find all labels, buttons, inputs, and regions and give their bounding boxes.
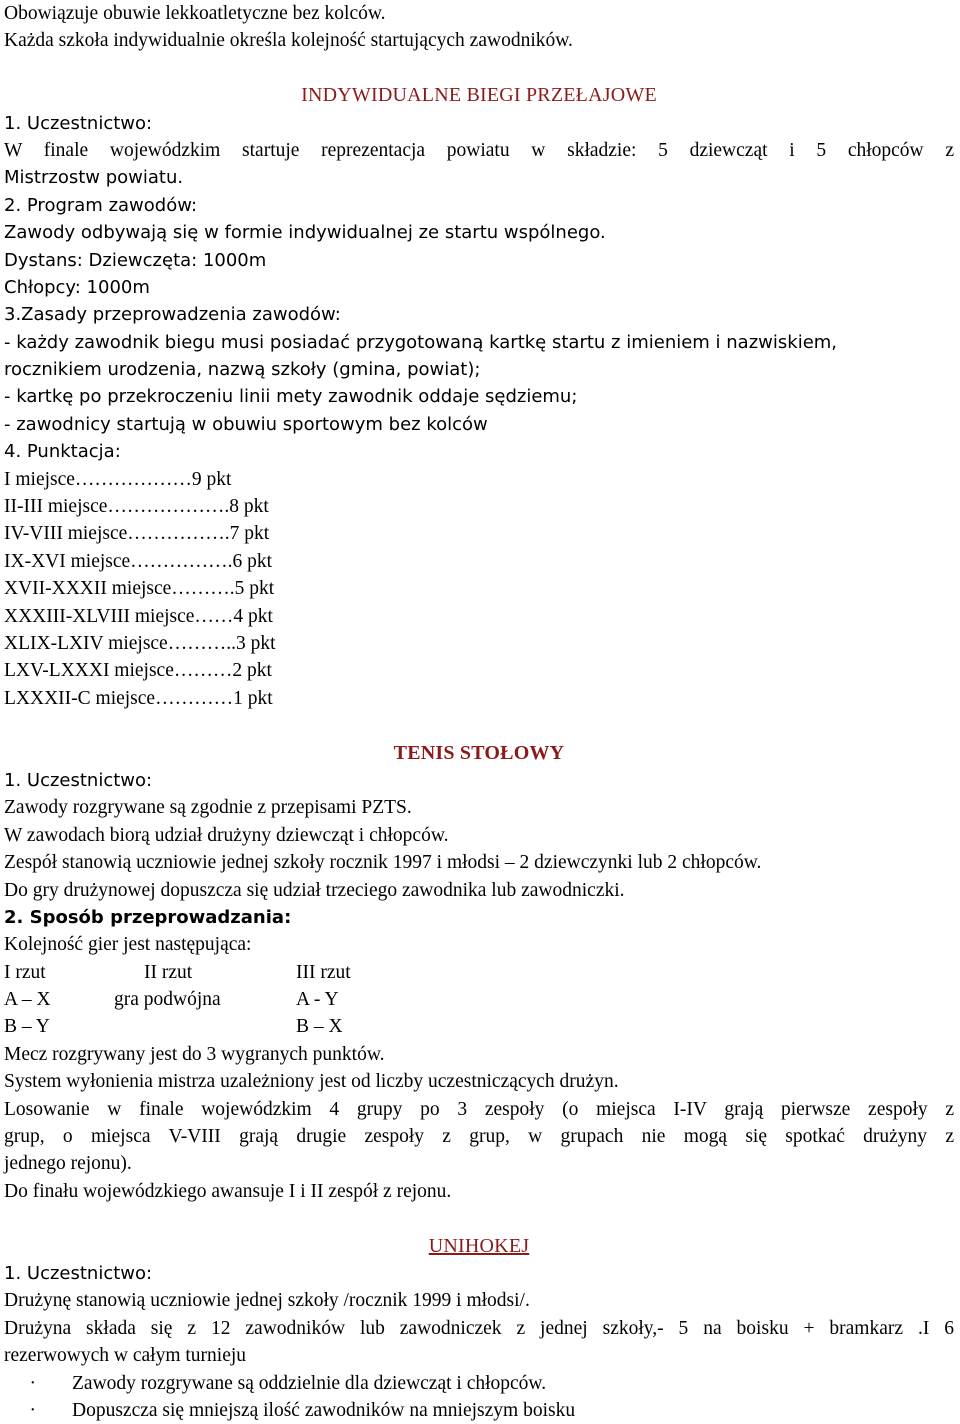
match-order-cell: B – Y bbox=[4, 1016, 50, 1038]
section-heading: 3.Zasady przeprowadzenia zawodów: bbox=[4, 304, 341, 326]
section-heading: 2. Program zawodów: bbox=[4, 194, 198, 216]
section-title-unihokej: UNIHOKEJ bbox=[428, 1234, 530, 1257]
points-item: LXXXII-C miejsce…………1 pkt bbox=[4, 687, 273, 709]
paragraph: Mecz rozgrywany jest do 3 wygranych punktów. bbox=[4, 1043, 385, 1065]
paragraph: System wyłonienia mistrza uzależniony jest od liczby uczestniczących drużyn. bbox=[4, 1071, 619, 1093]
bullet-item bbox=[4, 1370, 954, 1397]
points-item: IX-XVI miejsce…………….6 pkt bbox=[4, 550, 273, 572]
distance-line: Chłopcy: 1000m bbox=[4, 276, 150, 298]
points-item: XXXIII-XLVIII miejsce……4 pkt bbox=[4, 605, 273, 627]
section-heading: 1. Uczestnictwo: bbox=[4, 112, 153, 134]
match-order-row bbox=[4, 959, 954, 986]
section-title-tenis: TENIS STOŁOWY bbox=[393, 741, 565, 764]
match-order-cell: I rzut bbox=[4, 961, 46, 983]
match-order-row bbox=[4, 986, 954, 1013]
match-order-table bbox=[4, 959, 954, 1041]
distance-line: Dystans: Dziewczęta: 1000m bbox=[4, 249, 267, 271]
match-order-cell: II rzut bbox=[144, 961, 193, 983]
match-order-cell: gra podwójna bbox=[114, 989, 221, 1011]
points-item: LXV-LXXXI miejsce………2 pkt bbox=[4, 660, 272, 682]
bullet-item bbox=[4, 1397, 954, 1424]
paragraph: Losowanie w finale wojewódzkim 4 grupy po 3 zespoły (o miejsca I-IV grają pierwsze zespoły z bbox=[4, 1098, 954, 1120]
paragraph: rezerwowych w całym turnieju bbox=[4, 1345, 247, 1367]
section-heading: 1. Uczestnictwo: bbox=[4, 1262, 153, 1284]
rule-line: - każdy zawodnik biegu musi posiadać przygotowaną kartkę startu z imieniem i nazwiskiem, bbox=[4, 331, 838, 353]
paragraph: Do finału wojewódzkiego awansuje I i II zespół z rejonu. bbox=[4, 1180, 452, 1202]
intro-line: Każda szkoła indywidualnie określa kolejność startujących zawodników. bbox=[4, 30, 573, 52]
bullet-text: Dopuszcza się mniejszą ilość zawodników na mniejszym boisku bbox=[72, 1399, 576, 1421]
section-title-biegi: INDYWIDUALNE BIEGI PRZEŁAJOWE bbox=[301, 84, 657, 107]
rule-line: - kartkę po przekroczeniu linii mety zawodnik oddaje sędziemu; bbox=[4, 386, 578, 408]
match-order-cell: A - Y bbox=[296, 989, 339, 1011]
paragraph: Zespół stanowią uczniowie jednej szkoły rocznik 1997 i młodsi – 2 dziewczynki lub 2 chłopców. bbox=[4, 852, 762, 874]
paragraph: Drużyna składa się z 12 zawodników lub zawodniczek z jednej szkoły,- 5 na boisku + bramkarz .I 6 bbox=[4, 1317, 954, 1339]
match-order-row bbox=[4, 1013, 954, 1040]
rule-line: - zawodnicy startują w obuwiu sportowym bez kolców bbox=[4, 413, 488, 435]
paragraph: Drużynę stanowią uczniowie jednej szkoły /rocznik 1999 i młodsi/. bbox=[4, 1290, 530, 1312]
section-heading: 4. Punktacja: bbox=[4, 441, 121, 463]
bullet-text: Zawody rozgrywane są oddzielnie dla dziewcząt i chłopców. bbox=[72, 1372, 547, 1394]
paragraph: W finale wojewódzkim startuje reprezentacja powiatu w składzie: 5 dziewcząt i 5 chłopców z bbox=[4, 139, 954, 161]
points-list bbox=[4, 466, 954, 713]
match-order-cell: A – X bbox=[4, 989, 51, 1011]
bullet-icon: · bbox=[29, 1372, 36, 1394]
points-item: IV-VIII miejsce…………….7 pkt bbox=[4, 523, 270, 545]
spacer bbox=[4, 55, 954, 82]
paragraph: Zawody rozgrywane są zgodnie z przepisami PZTS. bbox=[4, 797, 412, 819]
bullet-icon: · bbox=[29, 1399, 36, 1421]
section-heading: 1. Uczestnictwo: bbox=[4, 769, 153, 791]
paragraph: Kolejność gier jest następująca: bbox=[4, 934, 252, 956]
section-heading: 2. Sposób przeprowadzania: bbox=[4, 906, 292, 928]
match-order-cell: B – X bbox=[296, 1016, 343, 1038]
points-item: XLIX-LXIV miejsce………..3 pkt bbox=[4, 632, 276, 654]
paragraph: Mistrzostw powiatu. bbox=[4, 167, 184, 189]
spacer bbox=[4, 712, 954, 739]
spacer bbox=[4, 1205, 954, 1232]
paragraph: Do gry drużynowej dopuszcza się udział trzeciego zawodnika lub zawodniczki. bbox=[4, 879, 625, 901]
paragraph: Zawody odbywają się w formie indywidualnej ze startu wspólnego. bbox=[4, 222, 606, 244]
paragraph: W zawodach biorą udział drużyny dziewcząt i chłopców. bbox=[4, 824, 449, 846]
points-item: I miejsce………………9 pkt bbox=[4, 468, 232, 490]
points-item: II-III miejsce……………….8 pkt bbox=[4, 496, 269, 518]
paragraph: grup, o miejsca V-VIII grają drugie zespoły z grup, w grupach nie mogą się spotkać drużyny z bbox=[4, 1126, 954, 1148]
rule-line: rocznikiem urodzenia, nazwą szkoły (gmina, powiat); bbox=[4, 359, 481, 381]
intro-line: Obowiązuje obuwie lekkoatletyczne bez kolców. bbox=[4, 3, 386, 24]
points-item: XVII-XXXII miejsce……….5 pkt bbox=[4, 578, 275, 600]
match-order-cell: III rzut bbox=[296, 961, 351, 983]
paragraph: jednego rejonu). bbox=[4, 1153, 132, 1175]
